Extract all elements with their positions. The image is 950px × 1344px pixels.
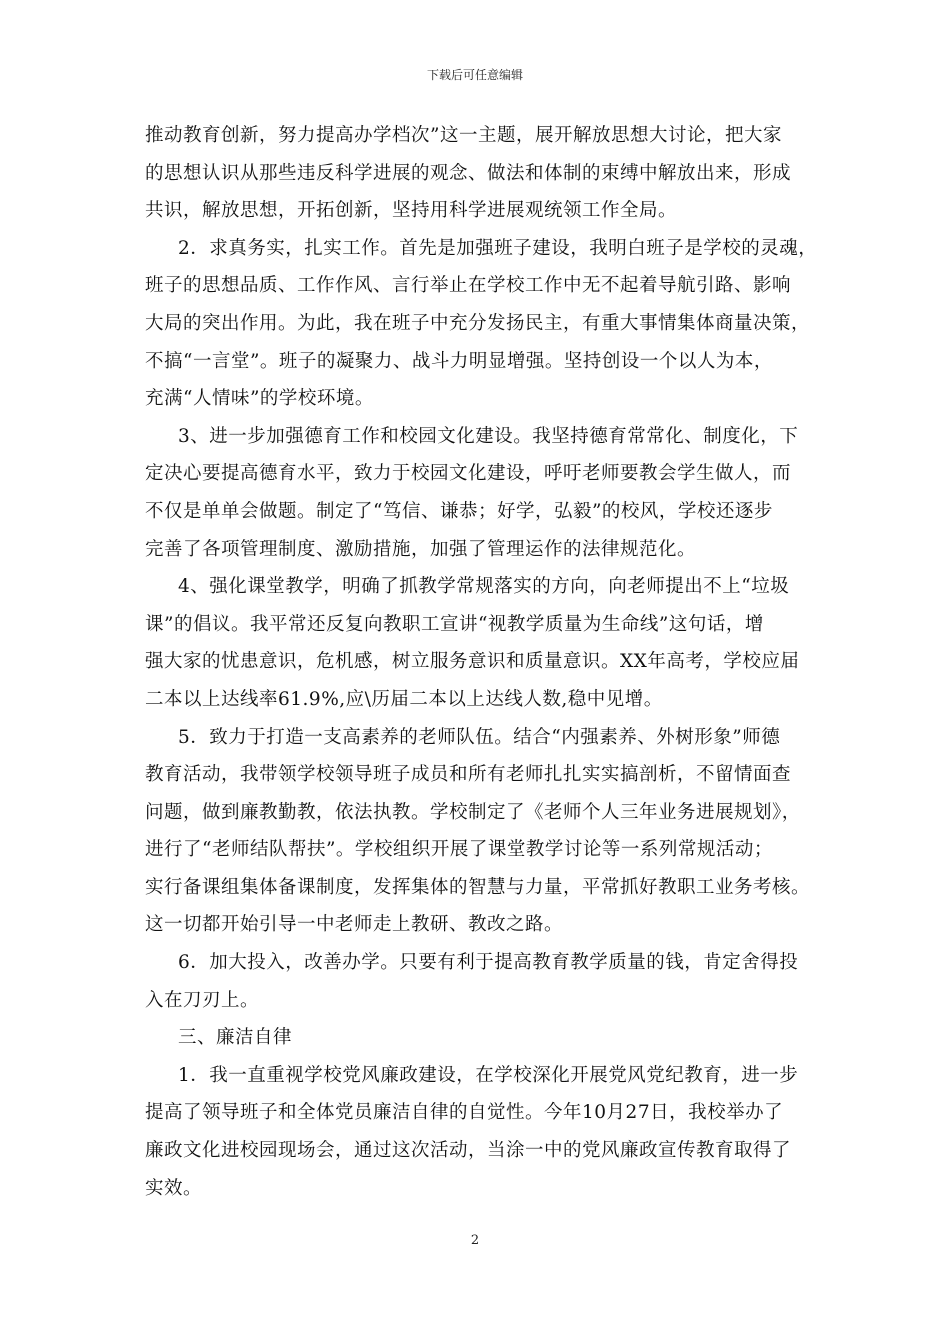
- text-line: 实效。: [145, 1177, 203, 1199]
- page-header: 下载后可任意编辑: [426, 68, 523, 82]
- text-line: 教育活动，我带领学校领导班子成员和所有老师扎扎实实搞剖析，不留情面查: [145, 764, 792, 786]
- paragraph-first-line: 1．我一直重视学校党风廉政建设，在学校深化开展党风党纪教育，进一步: [178, 1064, 799, 1086]
- text-line: 充满“人情味”的学校环境。: [145, 388, 374, 410]
- text-line: 大局的突出作用。为此，我在班子中充分发扬民主，有重大事情集体商量决策，: [145, 312, 811, 334]
- text-line: 完善了各项管理制度、激励措施，加强了管理运作的法律规范化。: [145, 538, 697, 560]
- paragraph-first-line: 5．致力于打造一支高素养的老师队伍。结合“内强素养、外树形象”师德: [178, 726, 781, 748]
- paragraph-first-line: 6．加大投入，改善办学。只要有利于提高教育教学质量的钱，肯定舍得投: [178, 952, 799, 974]
- text-line: 进行了“老师结队帮扶”。学校组织开展了课堂教学讨论等一系列常规活动；: [145, 839, 773, 861]
- text-line: 实行备课组集体备课制度，发挥集体的智慧与力量，平常抓好教职工业务考核。: [145, 876, 811, 898]
- text-line: 课”的倡议。我平常还反复向教职工宣讲“视教学质量为生命线”这句话，增: [145, 613, 764, 635]
- text-line: 强大家的忧患意识，危机感，树立服务意识和质量意识。XX年高考，学校应届: [145, 651, 800, 673]
- page-number: 2: [470, 1233, 480, 1248]
- text-line: 不仅是单单会做题。制定了“笃信、谦恭；好学，弘毅”的校风，学校还逐步: [145, 500, 773, 522]
- text-line: 推动教育创新，努力提高办学档次”这一主题，展开解放思想大讨论，把大家: [145, 125, 782, 146]
- text-line: 入在刀刃上。: [145, 989, 260, 1011]
- section-heading: 三、廉洁自律: [178, 1027, 293, 1049]
- text-line: 这一切都开始引导一中老师走上教研、教改之路。: [145, 914, 564, 936]
- text-line: 定决心要提高德育水平，致力于校园文化建设，呼吁老师要教会学生做人，而: [145, 463, 792, 485]
- paragraph-first-line: 4、强化课堂教学，明确了抓教学常规落实的方向，向老师提出不上“垃圾: [178, 576, 790, 598]
- text-line: 问题，做到廉教勤教，依法执教。学校制定了《老师个人三年业务进展规划》，: [145, 801, 801, 823]
- text-line: 的思想认识从那些违反科学进展的观念、做法和体制的束缚中解放出来，形成: [145, 162, 792, 184]
- paragraph-first-line: 3、进一步加强德育工作和校园文化建设。我坚持德育常常化、制度化，下: [178, 425, 799, 447]
- text-line: 二本以上达线率61.9%,应\历届二本以上达线人数,稳中见增。: [145, 688, 663, 710]
- document-body: [145, 117, 818, 1207]
- text-line: 提高了领导班子和全体党员廉洁自律的自觉性。今年10月27日，我校举办了: [145, 1102, 784, 1124]
- text-line: 班子的思想品质、工作作风、言行举止在学校工作中无不起着导航引路、影响: [145, 275, 792, 297]
- text-line: 共识，解放思想，开拓创新，坚持用科学进展观统领工作全局。: [145, 200, 678, 222]
- paragraph-first-line: 2．求真务实，扎实工作。首先是加强班子建设，我明白班子是学校的灵魂，: [178, 237, 818, 259]
- text-line: 不搞“一言堂”。班子的凝聚力、战斗力明显增强。坚持创设一个以人为本，: [145, 350, 773, 372]
- text-line: 廉政文化进校园现场会，通过这次活动，当涂一中的党风廉政宣传教育取得了: [145, 1140, 792, 1162]
